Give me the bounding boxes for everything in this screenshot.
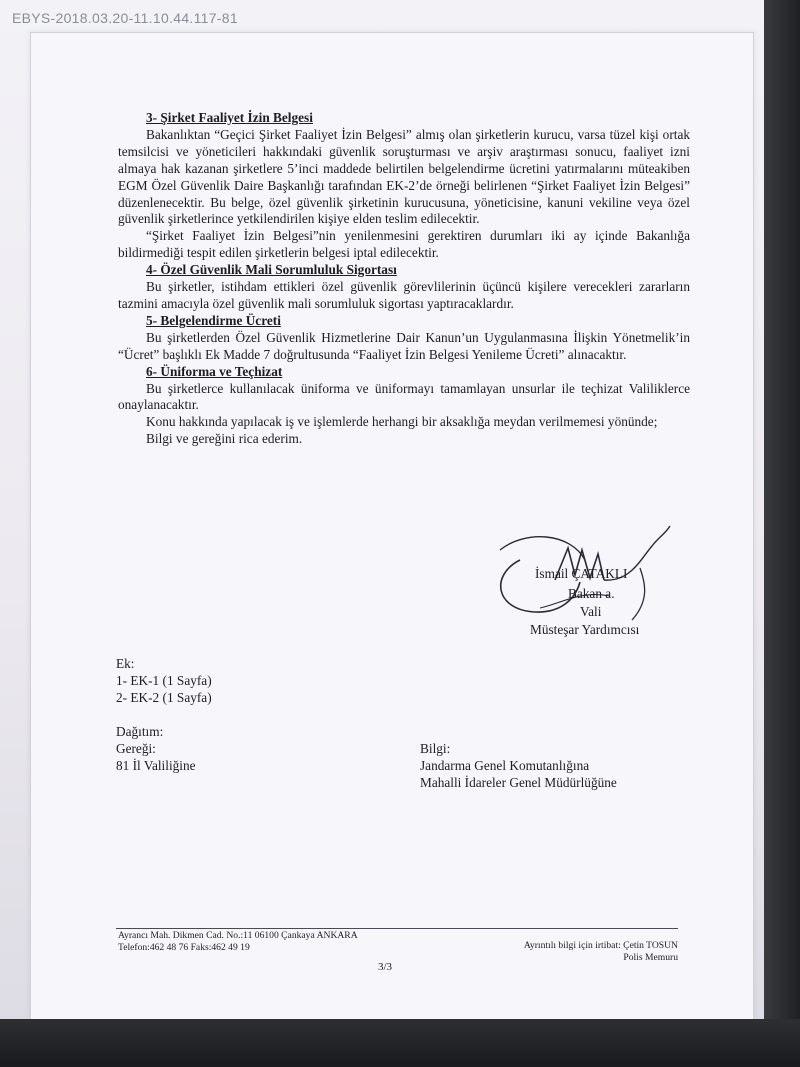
- footer-address-block: [118, 930, 358, 954]
- section-6-paragraph-1: Bu şirketlerce kullanılacak üniforma ve üniformayı tamamlayan unsurlar ile teçhizat Valiliklerce onaylanacaktır.: [118, 380, 690, 413]
- section-4-paragraph-1: Bu şirketler, istihdam ettikleri özel güvenlik görevlilerinin üçüncü kişilere verecekleri zararların tazmini amacıyla özel güvenlik mali sorumluluk sigortası yaptıracaklardır.: [118, 279, 690, 311]
- monitor-bezel-right: [764, 0, 800, 1067]
- section-heading-4: 4- Özel Güvenlik Mali Sorumluluk Sigortası: [146, 262, 397, 278]
- footer-contact-block: [480, 940, 678, 964]
- section-3-paragraph-2: “Şirket Faaliyet İzin Belgesi”nin yenilenmesini gerektiren durumları iki ay içinde Bakanlığa bildirmediği tespit edilen şirketlerin belgesi iptal edilecektir.: [118, 228, 690, 261]
- page-number: 3/3: [378, 961, 393, 973]
- section-6-paragraph-2: Konu hakkında yapılacak iş ve işlemlerde herhangi bir aksaklığa meydan verilmemesi yönünde;: [146, 414, 658, 430]
- section-heading-3: 3- Şirket Faaliyet İzin Belgesi: [146, 110, 313, 125]
- section-5-paragraph-1: Bu şirketlerden Özel Güvenlik Hizmetlerine Dair Kanun’un Uygulanmasına İlişkin Yönetmelik’in “Ücret” başlıklı Ek Madde 7 doğrultusunda “Faaliyet İzin Belgesi Yenileme Ücreti” alınacaktır.: [118, 329, 690, 362]
- attachments-and-distribution: [116, 655, 212, 774]
- attachment-item: 2- EK-2 (1 Sayfa): [116, 690, 212, 705]
- section-heading-6: 6- Üniforma ve Teçhizat: [146, 363, 283, 379]
- info-recipients: [420, 740, 617, 791]
- monitor-bezel-bottom: [0, 1019, 800, 1067]
- signatory-name: İsmail ÇATAKLI: [535, 566, 628, 581]
- signature-block: [480, 520, 700, 650]
- footer-contact: Ayrıntılı bilgi için irtibat: Çetin TOSUN: [523, 940, 678, 951]
- signatory-title: Müsteşar Yardımcısı: [530, 622, 640, 637]
- ebys-document-code: EBYS-2018.03.20-11.10.44.117-81: [12, 10, 238, 26]
- signature-line-vali: Vali: [580, 604, 602, 619]
- attachment-item: 1- EK-1 (1 Sayfa): [116, 673, 212, 688]
- footer-contact-title: Polis Memuru: [623, 952, 678, 963]
- closing-line: Bilgi ve gereğini rica ederim.: [146, 431, 303, 447]
- footer-divider: [116, 928, 678, 929]
- section-3-paragraph-1: Bakanlıktan “Geçici Şirket Faaliyet İzin Belgesi” almış olan şirketlerin kurucu, varsa tüzel kişi ortak temsilcisi ve yöneticileri hakkındaki güvenlik soruşturması ve arşiv araştırması sonucu, faaliyet izni almaya hak kazanan şirketlere 5’inci maddede belirtilen belgelendirme ücretini yatırmalarını müteakiben EGM Özel Güvenlik Daire Başkanlığı tarafından EK-2’de örneği belirlenen “Şirket Faaliyet İzin Belgesi” düzenlenecektir. Bu belge, özel güvenlik şirketinin kurucusuna, yöneticisine, kanuni vekiline veya özel güvenlik şirketlerince yetkilendirilen kişiye elden teslim edilecektir.: [118, 126, 690, 227]
- distribution-label: Dağıtım:: [116, 724, 164, 739]
- action-label: Gereği:: [116, 741, 156, 756]
- info-recipient: Jandarma Genel Komutanlığına: [420, 758, 590, 773]
- document-body: [118, 110, 690, 448]
- signature-line-bakan: Bakan a.: [568, 586, 615, 601]
- footer-address: Ayrancı Mah. Dikmen Cad. No.:11 06100 Çankaya ANKARA: [118, 930, 358, 941]
- info-label: Bilgi:: [420, 741, 451, 756]
- action-recipient: 81 İl Valiliğine: [116, 758, 196, 773]
- section-heading-5: 5- Belgelendirme Ücreti: [146, 312, 281, 328]
- info-recipient: Mahalli İdareler Genel Müdürlüğüne: [420, 775, 617, 790]
- attachments-label: Ek:: [116, 656, 135, 671]
- footer-phone-fax: Telefon:462 48 76 Faks:462 49 19: [118, 942, 250, 953]
